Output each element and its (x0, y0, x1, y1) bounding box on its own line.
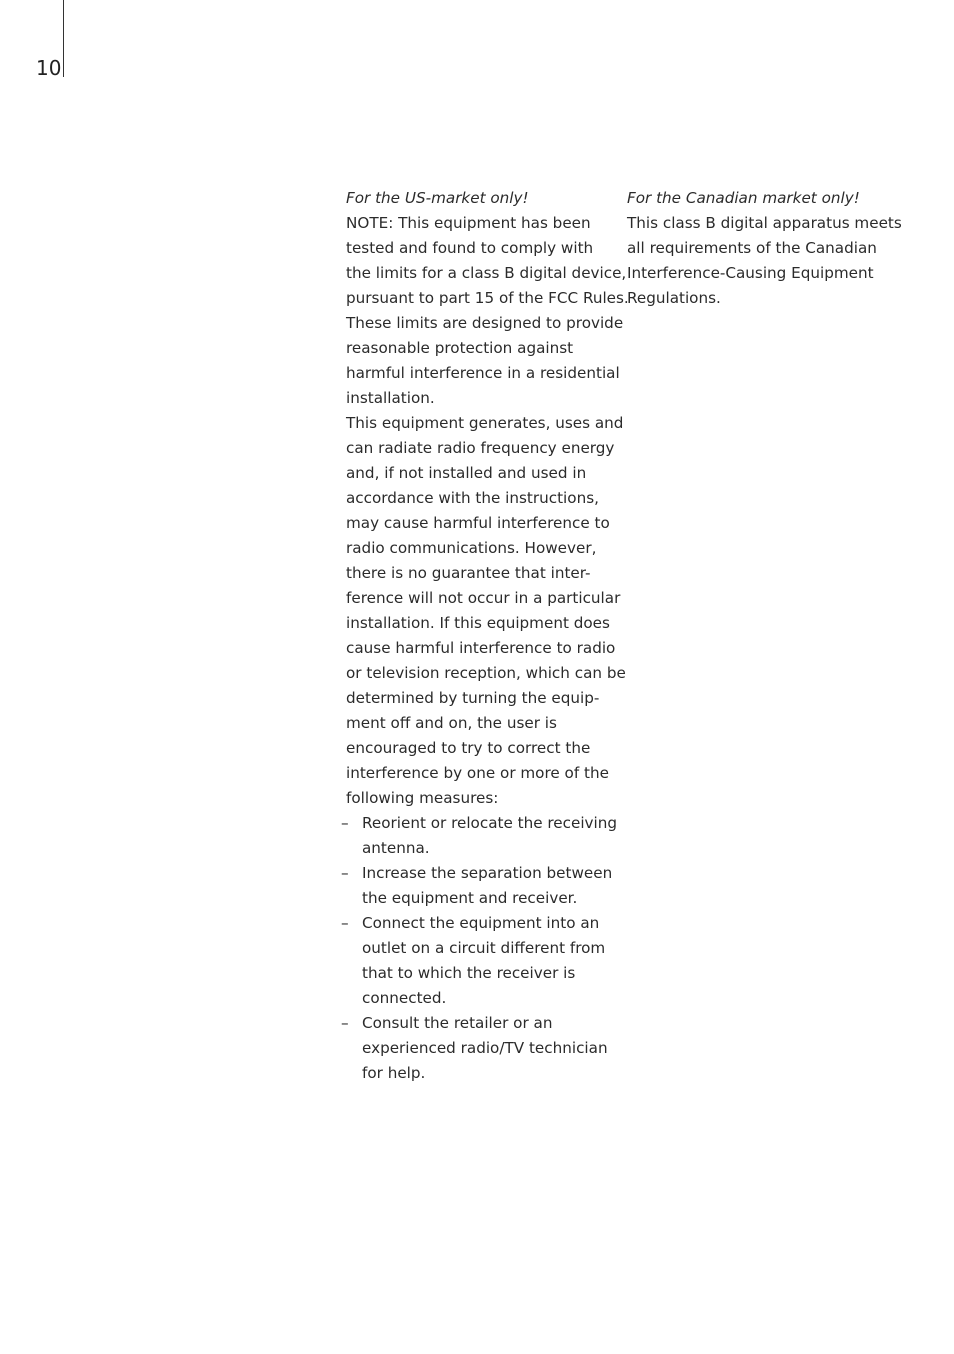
text-line: Regulations. (627, 289, 721, 307)
dash-bullet: – (341, 864, 349, 882)
dash-bullet: – (341, 914, 349, 932)
list-item (341, 1011, 614, 1086)
text-line: Connect the equipment into an (362, 914, 600, 932)
interference-paragraph (346, 411, 626, 811)
dash-bullet: – (341, 814, 349, 832)
text-line: This equipment generates, uses and (346, 414, 624, 432)
text-line: or television reception, which can be (346, 664, 626, 682)
text-line: determined by turning the equip- (346, 689, 600, 707)
text-line: interference by one or more of the (346, 764, 609, 782)
text-line: NOTE: This equipment has been (346, 214, 591, 232)
us-market-heading: For the US-market only! (346, 189, 529, 207)
text-line: This class B digital apparatus meets (627, 214, 902, 232)
text-line: connected. (362, 989, 447, 1007)
text-line: following measures: (346, 789, 499, 807)
canadian-market-section (627, 186, 902, 311)
text-line: installation. If this equipment does (346, 614, 610, 632)
text-line: there is no guarantee that inter- (346, 564, 591, 582)
canadian-paragraph (627, 211, 902, 311)
page-number: 10 (36, 56, 62, 80)
text-line: accordance with the instructions, (346, 489, 599, 507)
text-line: that to which the receiver is (362, 964, 576, 982)
text-line: the limits for a class B digital device, (346, 264, 627, 282)
text-line: harmful interference in a residential (346, 364, 620, 382)
list-item (341, 811, 618, 861)
text-line: the equipment and receiver. (362, 889, 578, 907)
text-line: reasonable protection against (346, 339, 574, 357)
text-line: Consult the retailer or an (362, 1014, 553, 1032)
us-market-section (341, 186, 629, 1086)
text-line: experienced radio/TV technician (362, 1039, 608, 1057)
text-line: antenna. (362, 839, 430, 857)
text-line: These limits are designed to provide (346, 314, 624, 332)
text-line: for help. (362, 1064, 426, 1082)
list-item (341, 861, 614, 911)
text-line: radio communications. However, (346, 539, 597, 557)
dash-bullet: – (341, 1014, 349, 1032)
text-line: all requirements of the Canadian (627, 239, 877, 257)
text-line: ment off and on, the user is (346, 714, 557, 732)
measures-list (341, 811, 618, 1086)
text-line: and, if not installed and used in (346, 464, 587, 482)
text-line: Interference-Causing Equipment (627, 264, 874, 282)
text-line: Increase the separation between (362, 864, 613, 882)
margin-rule (63, 0, 64, 77)
text-line: Reorient or relocate the receiving (362, 814, 618, 832)
text-line: installation. (346, 389, 435, 407)
list-item (341, 911, 614, 1011)
text-line: may cause harmful interference to (346, 514, 610, 532)
text-line: ference will not occur in a particular (346, 589, 621, 607)
fcc-note-paragraph (346, 211, 629, 411)
text-line: cause harmful interference to radio (346, 639, 616, 657)
text-line: tested and found to comply with (346, 239, 594, 257)
text-line: can radiate radio frequency energy (346, 439, 615, 457)
text-line: pursuant to part 15 of the FCC Rules. (346, 289, 629, 307)
text-line: outlet on a circuit different from (362, 939, 606, 957)
text-line: encouraged to try to correct the (346, 739, 591, 757)
canadian-market-heading: For the Canadian market only! (627, 189, 860, 207)
